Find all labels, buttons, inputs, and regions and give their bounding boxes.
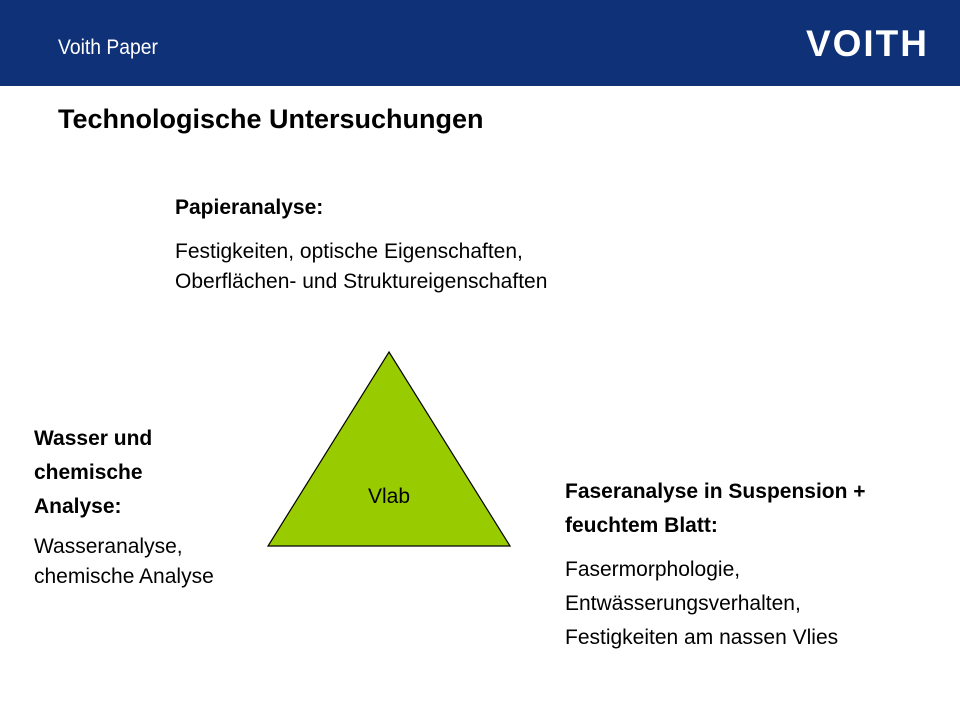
- water-analysis-body: [34, 532, 244, 592]
- water-analysis-title-line: Wasser und: [34, 427, 153, 450]
- vlab-label: Vlab: [367, 485, 411, 508]
- fiber-analysis-block: [565, 475, 866, 655]
- fiber-analysis-body-line: Fasermorphologie,: [565, 558, 741, 581]
- vlab-triangle-shape: [268, 352, 510, 546]
- water-analysis-title: [34, 422, 244, 524]
- water-analysis-title-line: Analyse:: [34, 495, 122, 518]
- fiber-analysis-body-line: Entwässerungsverhalten,: [565, 592, 801, 615]
- water-analysis-body-line: Wasseranalyse,: [34, 535, 183, 558]
- water-analysis-title-line: chemische: [34, 461, 143, 484]
- header-subtitle: Voith Paper: [58, 36, 158, 59]
- fiber-analysis-title-line: Faseranalyse in Suspension +: [565, 480, 866, 503]
- fiber-analysis-body: [565, 553, 866, 655]
- header-bar: [0, 0, 960, 86]
- paper-analysis-body-line: Oberflächen- und Struktureigenschaften: [175, 270, 548, 293]
- water-analysis-body-line: chemische Analyse: [34, 565, 214, 588]
- water-analysis-block: [34, 422, 244, 592]
- paper-analysis-block: [175, 193, 547, 297]
- vlab-triangle: [266, 350, 512, 548]
- fiber-analysis-title: [565, 475, 866, 543]
- page-title: Technologische Untersuchungen: [58, 104, 484, 134]
- paper-analysis-body: [175, 237, 547, 297]
- paper-analysis-title: Papieranalyse:: [175, 196, 324, 219]
- fiber-analysis-title-line: feuchtem Blatt:: [565, 514, 718, 537]
- fiber-analysis-body-line: Festigkeiten am nassen Vlies: [565, 626, 839, 649]
- paper-analysis-body-line: Festigkeiten, optische Eigenschaften,: [175, 240, 523, 263]
- voith-logo: VOITH: [805, 23, 929, 64]
